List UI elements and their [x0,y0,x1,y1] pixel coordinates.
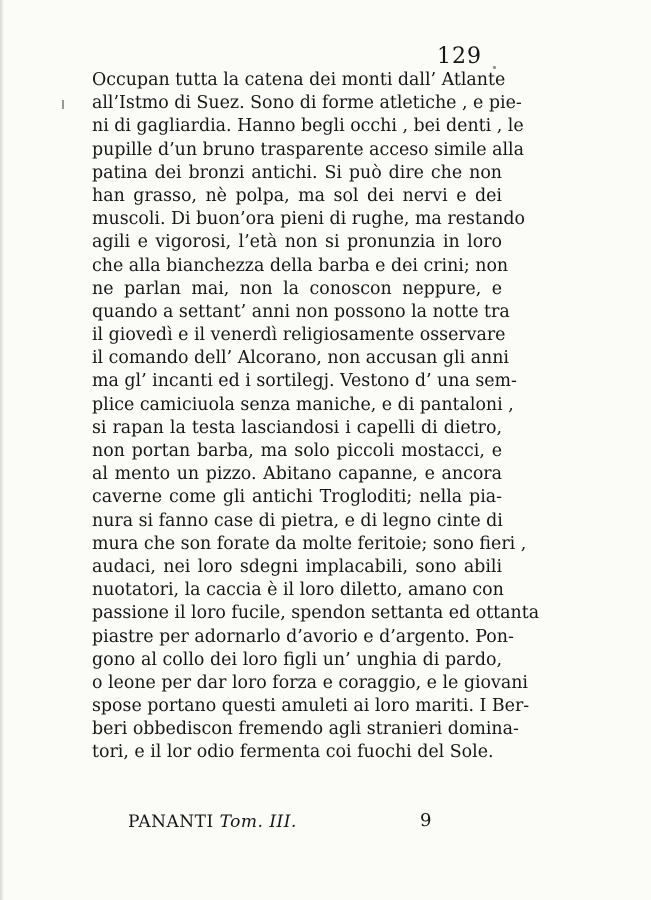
text-line: ma gl’ incanti ed i sortilegj. Vestono d’ una sem- [92,371,517,392]
text-line: gono al collo dei loro figli un’ unghia di pardo, [92,649,502,670]
footer-volume: Tom. III. [219,812,297,832]
page-edge-shadow [0,0,4,900]
text-line: patina dei bronzi antichi. Si può dire che non [92,162,502,183]
margin-mark [62,100,64,109]
text-line: agili e vigorosi, l’età non si pronunzia in loro [92,232,502,253]
page-number: 129 [437,44,482,69]
text-line: all’Istmo di Suez. Sono di forme atletiche , e pie- [92,93,522,114]
text-line: pupille d’un bruno trasparente acceso simile alla [92,139,524,160]
text-line: nura si fanno case di pietra, e di legno cinte di [92,510,503,531]
text-line: beri obbediscon fremendo agli stranieri domina- [92,719,519,740]
footer-author: PANANTI [128,812,214,832]
text-line: tori, e il lor odio fermenta coi fuochi del Sole. [92,742,494,763]
text-line: il giovedì e il venerdì religiosamente osservare [92,325,506,346]
text-line: mura che son forate da molte feritoie; sono fieri , [92,533,527,554]
text-line: piastre per adornarlo d’avorio e d’argento. Pon- [92,626,514,647]
text-line: il comando dell’ Alcorano, non accusan gli anni [92,348,509,369]
text-line: non portan barba, ma solo piccoli mostacci, e [92,441,502,461]
text-line: muscoli. Di buon’ora pieni di rughe, ma restando [92,209,526,230]
text-line: si rapan la testa lasciandosi i capelli di dietro, [92,417,502,438]
body-text [92,69,540,765]
signature-mark: 9 [420,810,432,831]
text-line: passione il loro fucile, spendon settanta ed ottanta [92,603,540,624]
text-line: o leone per dar loro forza e coraggio, e le giovani [92,672,528,693]
text-line: quando a settant’ anni non possono la notte tra [92,301,510,322]
text-line: ni di gagliardia. Hanno begli occhi , bei denti , le [92,116,524,137]
text-line: han grasso, nè polpa, ma sol dei nervi e dei [92,185,502,206]
text-line: spose portano questi amuleti ai loro mariti. I Ber- [92,696,530,717]
text-line: ne parlan mai, non la conoscon neppure, e [92,278,502,299]
footer-author-volume [128,812,297,832]
text-line: Occupan tutta la catena dei monti dall’ Atlante [92,70,506,90]
text-line: che alla bianchezza della barba e dei crini; non [92,255,509,276]
text-line: plice camiciuola senza maniche, e di pantaloni , [92,394,514,415]
text-line: audaci, nei loro sdegni implacabili, sono abili [92,556,502,577]
text-line: caverne come gli antichi Trogloditi; nella pia- [92,487,502,508]
text-line: al mento un pizzo. Abitano capanne, e ancora [92,464,502,485]
text-line: nuotatori, la caccia è il loro diletto, amano con [92,580,504,601]
